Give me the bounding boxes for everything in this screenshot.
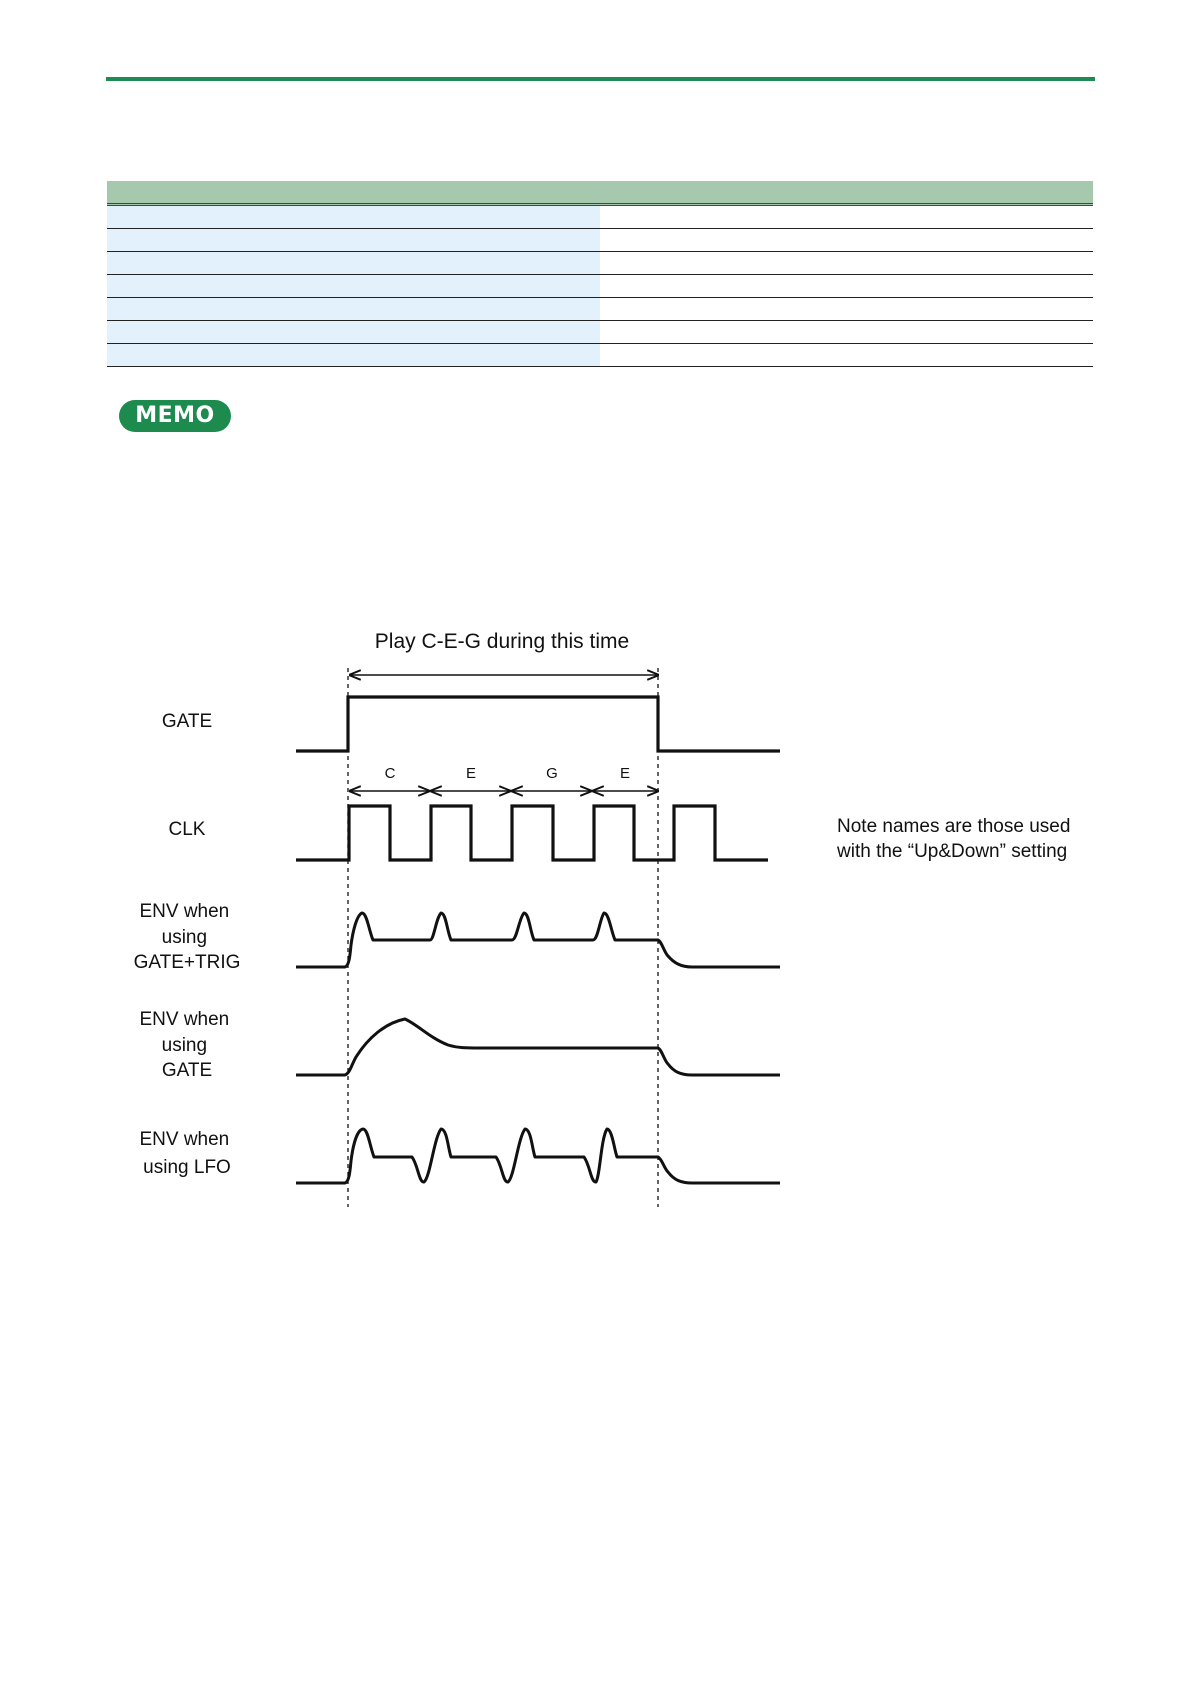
note-name-4: E <box>619 765 631 782</box>
env-gate-waveform <box>296 1019 780 1075</box>
clk-signal-label: CLK <box>168 819 206 840</box>
gate-waveform <box>296 697 780 751</box>
env-lfo-label: ENV when using LFO <box>139 1129 231 1178</box>
clk-waveform <box>296 806 768 860</box>
play-span-label: Play C-E-G during this time <box>374 630 630 653</box>
gate-signal-label: GATE <box>161 711 213 732</box>
memo-badge: MEMO <box>119 400 231 432</box>
env-gate-label: ENV when using GATE <box>139 1009 230 1081</box>
note-name-3: G <box>546 765 558 782</box>
note-name-2: E <box>465 765 477 782</box>
env-gate-trig-waveform <box>296 913 780 967</box>
env-lfo-waveform <box>296 1129 780 1183</box>
note-name-1: C <box>384 765 396 782</box>
env-gate-trig-label: ENV when using GATE+TRIG <box>133 901 241 973</box>
note-names-annotation: Note names are those used with the “Up&Down” setting <box>837 816 1071 862</box>
